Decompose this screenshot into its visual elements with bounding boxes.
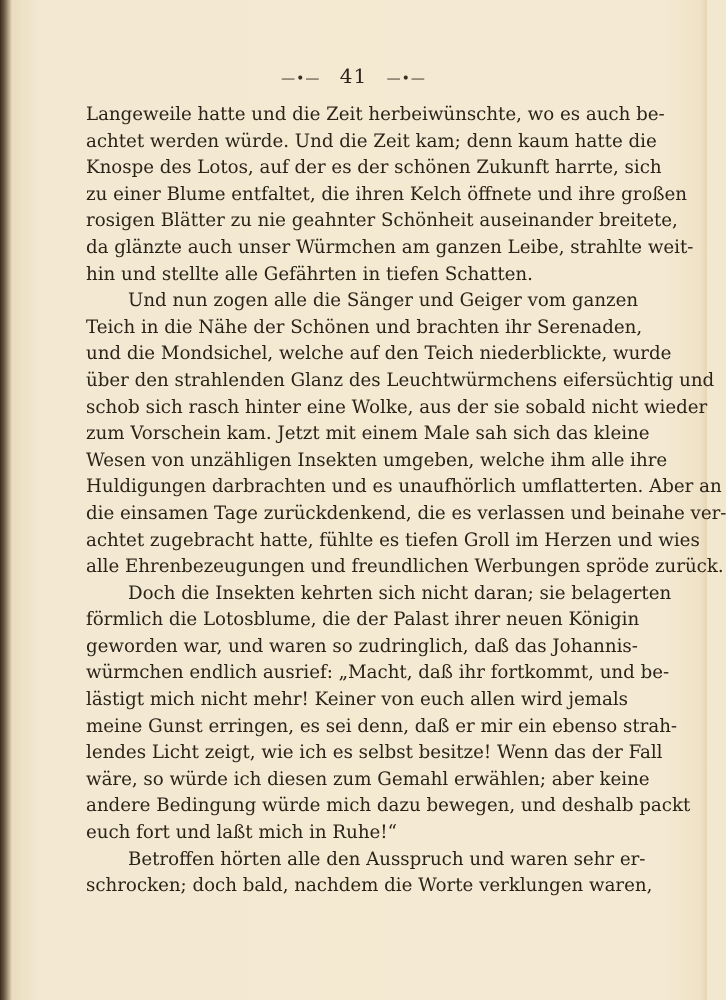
text-line: würmchen endlich ausrief: „Macht, daß ihr fortkommt, und be- [86,662,670,684]
ornament-right: —•— [386,71,426,87]
text-line: zu einer Blume entfaltet, die ihren Kelch öffnete und ihre großen [86,183,687,205]
page-number: 41 [339,64,368,88]
text-line: geworden war, und waren so zudringlich, daß das Johannis- [86,635,638,657]
paragraph-start: Betroffen hörten alle den Ausspruch und waren sehr er- [128,848,646,870]
text-line: Wesen von unzähligen Insekten umgeben, welche ihm alle ihre [86,449,668,471]
text-line: andere Bedingung würde mich dazu bewegen, und deshalb packt [86,795,691,817]
text-line: die einsamen Tage zurückdenkend, die es verlassen und beinahe ver- [86,502,726,524]
text-line: lästigt mich nicht mehr! Keiner von euch allen wird jemals [86,689,629,711]
paragraph-start: Und nun zogen alle die Sänger und Geiger vom ganzen [128,290,639,312]
text-line: achtet werden würde. Und die Zeit kam; denn kaum hatte die [86,130,657,152]
page-header [0,64,707,88]
text-line: förmlich die Lotosblume, die der Palast ihrer neuen Königin [86,609,640,631]
paragraph-start: Doch die Insekten kehrten sich nicht daran; sie belagerten [128,582,672,604]
text-line: Huldigungen darbrachten und es unaufhörlich umflatterten. Aber an [86,476,722,498]
text-line-end: alle Ehrenbezeugungen und freundlichen Werbungen spröde zurück. [86,556,724,578]
text-line: Teich in die Nähe der Schönen und brachten ihr Serenaden, [86,316,643,338]
text-line: schrocken; doch bald, nachdem die Worte verklungen waren, [86,875,653,897]
text-line: über den strahlenden Glanz des Leuchtwürmchens eifersüchtig und [86,369,715,391]
text-line: zum Vorschein kam. Jetzt mit einem Male sah sich das kleine [86,423,650,445]
text-line-end: hin und stellte alle Gefährten in tiefen Schatten. [86,263,533,285]
text-line: lendes Licht zeigt, wie ich es selbst besitze! Wenn das der Fall [86,742,663,764]
text-line: Knospe des Lotos, auf der es der schönen Zukunft harrte, sich [86,157,662,179]
text-line: und die Mondsichel, welche auf den Teich niederblickte, wurde [86,343,672,365]
text-line: wäre, so würde ich diesen zum Gemahl erwählen; aber keine [86,768,650,790]
body-text [86,102,726,900]
text-line: achtet zugebracht hatte, fühlte es tiefen Groll im Herzen und wies [86,529,700,551]
text-line: meine Gunst erringen, es sei denn, daß er mir ein ebenso strah- [86,715,678,737]
text-line: da glänzte auch unser Würmchen am ganzen Leibe, strahlte weit- [86,236,694,258]
ornament-left: —•— [281,71,321,87]
text-line-end: euch fort und laßt mich in Ruhe!“ [86,822,397,844]
text-line: rosigen Blätter zu nie geahnter Schönheit auseinander breitete, [86,210,678,232]
text-line: Langeweile hatte und die Zeit herbeiwünschte, wo es auch be- [86,104,665,125]
text-line: schob sich rasch hinter eine Wolke, aus der sie sobald nicht wieder [86,396,708,418]
